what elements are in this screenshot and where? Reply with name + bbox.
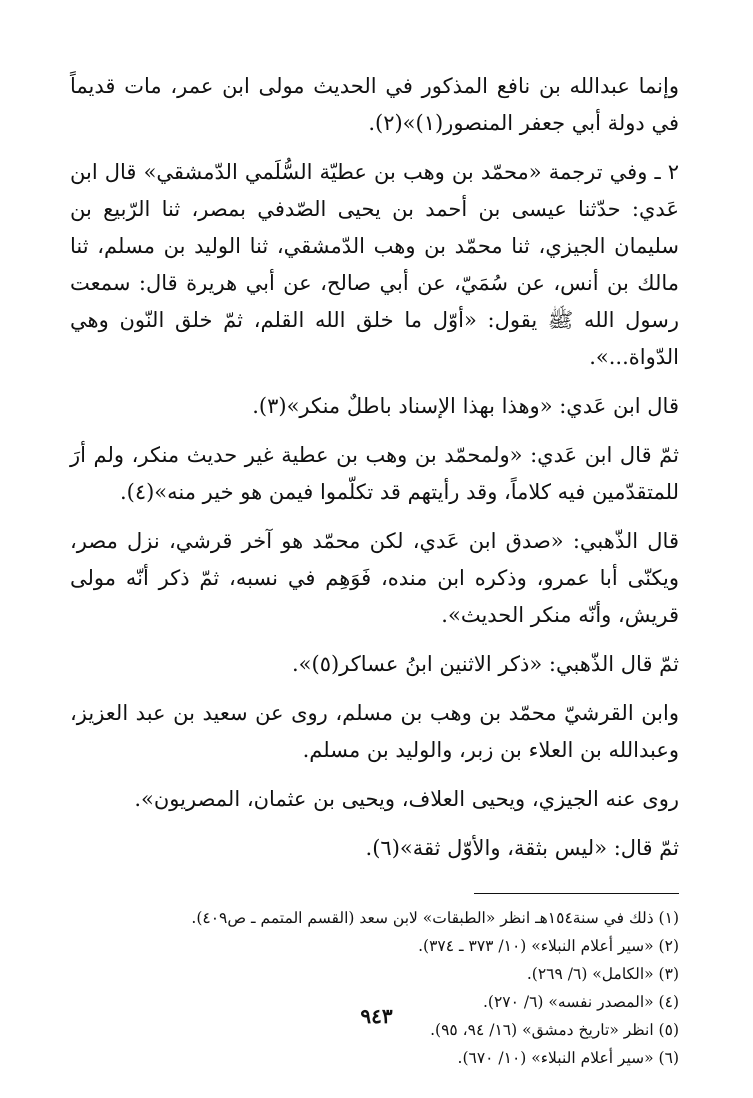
paragraph-2: ٢ ـ وفي ترجمة «محمّد بن وهب بن عطيّة السُّلَمي الدّمشقي» قال ابن عَدي: حدّثنا عيسى بن أحمد بن يحيى الصّدفي بمصر، ثنا الرّبيع بن سليمان الجيزي، ثنا محمّد بن وهب الدّمشقي، ثنا الوليد بن مسلم، ثنا مالك بن أنس، عن سُمَيّ، عن أبي صالح، عن أبي هريرة قال: سمعت رسول الله ﷺ يقول: «أوّل ما خلق الله القلم، ثمّ خلق النّون وهي الدّواة...».	[70, 160, 679, 369]
page-number: ٩٤٣	[360, 1004, 393, 1028]
paragraph-6: ثمّ قال الذّهبي: «ذكر الاثنين ابنُ عساكر(٥)».	[291, 652, 679, 676]
paragraph-4: ثمّ قال ابن عَدي: «ولمحمّد بن وهب بن عطية غير حديث منكر، ولم أرَ للمتقدّمين فيه كلاماً، وقد رأيتهم قد تكلّموا فيمن هو خير منه»(٤).	[70, 443, 679, 504]
paragraph-1: وإنما عبدالله بن نافع المذكور في الحديث مولى ابن عمر، مات قديماً في دولة أبي جعفر المنصور(١)»(٢).	[70, 74, 679, 135]
footnote-2: (٢) «سير أعلام النبلاء» (١٠/ ٣٧٣ ـ ٣٧٤).	[418, 937, 679, 955]
body-text	[70, 68, 679, 867]
paragraph-8: روى عنه الجيزي، ويحيى العلاف، ويحيى بن عثمان، المصريون».	[134, 787, 679, 811]
footnote-6: (٦) «سير أعلام النبلاء» (١٠/ ٦٧٠).	[457, 1049, 679, 1067]
footnote-1: (١) ذلك في سنة١٥٤هـ انظر «الطبقات» لابن سعد (القسم المتمم ـ ص٤٠٩).	[191, 909, 679, 927]
footnote-4: (٤) «المصدر نفسه» (٦/ ٢٧٠).	[482, 993, 679, 1011]
footnotes	[70, 904, 679, 1072]
paragraph-7: وابن القرشيّ محمّد بن وهب بن مسلم، روى عن سعيد بن عبد العزيز، وعبدالله بن العلاء بن زبر، والوليد بن مسلم.	[70, 701, 679, 762]
footnote-5: (٥) انظر «تاريخ دمشق» (١٦/ ٩٤، ٩٥).	[430, 1021, 679, 1039]
paragraph-9: ثمّ قال: «ليس بثقة، والأوّل ثقة»(٦).	[365, 836, 679, 860]
paragraph-3: قال ابن عَدي: «وهذا بهذا الإسناد باطلٌ منكر»(٣).	[252, 394, 679, 418]
footnote-divider	[474, 893, 679, 894]
footnote-3: (٣) «الكامل» (٦/ ٢٦٩).	[526, 965, 679, 983]
paragraph-5: قال الذّهبي: «صدق ابن عَدي، لكن محمّد هو آخر قرشي، نزل مصر، ويكنّى أبا عمرو، وذكره ابن منده، فَوَهِم في نسبه، ثمّ ذكر أنّه مولى قريش، وأنّه منكر الحديث».	[70, 529, 679, 627]
